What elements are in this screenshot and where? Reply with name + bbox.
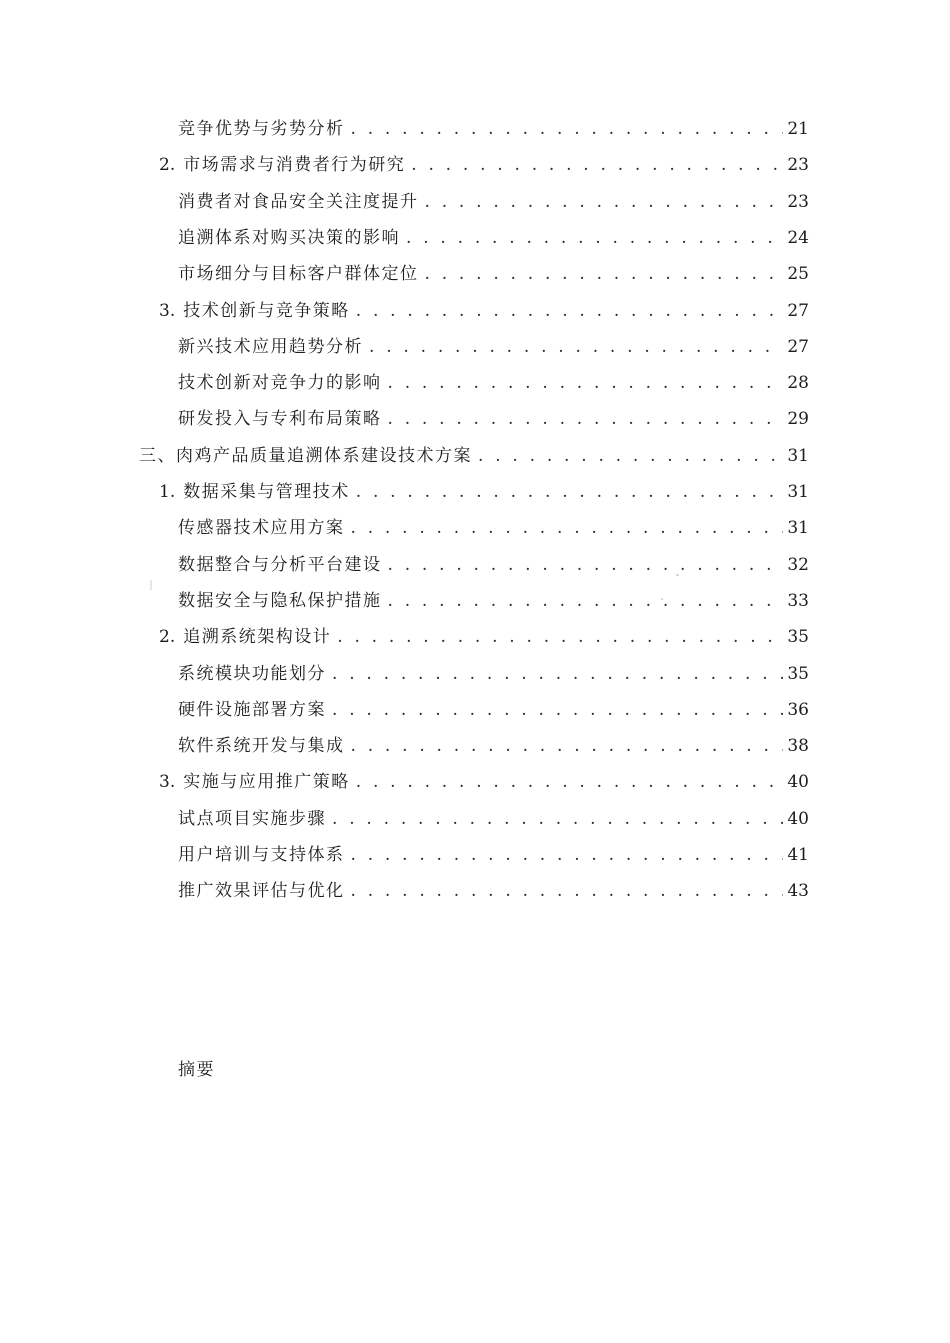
toc-entry[interactable] xyxy=(178,328,809,358)
toc-dot-leader xyxy=(337,626,783,648)
toc-entry-title: 消费者对食品安全关注度提升 xyxy=(178,191,419,212)
toc-entry[interactable] xyxy=(178,110,809,140)
toc-page-number: 28 xyxy=(787,373,809,394)
toc-dot-leader xyxy=(369,336,783,358)
toc-entry-label xyxy=(178,118,351,140)
toc-entry-label xyxy=(159,154,411,176)
toc-entry[interactable] xyxy=(159,763,809,793)
toc-entry-title: 市场细分与目标客户群体定位 xyxy=(178,264,419,285)
toc-entry[interactable] xyxy=(178,836,809,866)
toc-page-number: 31 xyxy=(787,482,809,502)
toc-entry[interactable] xyxy=(178,727,809,757)
toc-entry-number: 2. xyxy=(159,155,176,176)
toc-dot-leader xyxy=(425,191,784,213)
toc-entry-title: 硬件设施部署方案 xyxy=(178,699,326,720)
toc-entry[interactable] xyxy=(159,146,809,176)
toc-entry-label xyxy=(178,227,406,249)
toc-entry[interactable] xyxy=(178,655,809,685)
toc-entry-label xyxy=(159,626,337,648)
toc-entry-label xyxy=(178,590,388,612)
toc-entry[interactable] xyxy=(178,255,809,285)
toc-entry-label xyxy=(178,372,388,394)
toc-entry-label xyxy=(178,735,351,757)
toc-dot-leader xyxy=(351,880,784,902)
toc-entry[interactable] xyxy=(178,800,809,830)
toc-entry[interactable] xyxy=(178,219,809,249)
toc-entry[interactable] xyxy=(159,618,809,648)
toc-entry-title: 追溯系统架构设计 xyxy=(183,627,332,648)
toc-entry-label xyxy=(178,808,332,830)
toc-page-number: 40 xyxy=(787,808,809,829)
toc-entry-title: 传感器技术应用方案 xyxy=(178,518,345,539)
toc-entry-title: 数据整合与分析平台建设 xyxy=(178,554,382,575)
toc-page-number: 41 xyxy=(787,845,809,865)
toc-page-number: 33 xyxy=(787,590,809,611)
toc-dot-leader xyxy=(425,263,784,285)
toc-entry-label xyxy=(159,771,356,793)
toc-page-number: 23 xyxy=(787,155,809,176)
toc-dot-leader xyxy=(332,808,783,830)
toc-page-number: 31 xyxy=(787,518,809,539)
toc-page-number: 36 xyxy=(787,699,809,720)
toc-dot-leader xyxy=(332,663,783,685)
toc-entry[interactable] xyxy=(178,364,809,394)
toc-page-number: 27 xyxy=(787,336,809,357)
toc-entry-title: 软件系统开发与集成 xyxy=(178,736,345,757)
toc-entry[interactable] xyxy=(159,473,809,503)
toc-entry-label xyxy=(178,263,425,285)
toc-page-number: 27 xyxy=(787,300,809,321)
toc-entry-label xyxy=(178,880,351,902)
toc-entry[interactable] xyxy=(178,509,809,539)
toc-entry-label xyxy=(178,191,425,213)
toc-page-number: 32 xyxy=(787,554,809,575)
toc-dot-leader xyxy=(388,590,784,612)
toc-entry-label xyxy=(178,408,388,430)
toc-entry-title: 数据采集与管理技术 xyxy=(183,482,350,502)
toc-entry-title: 三、肉鸡产品质量追溯体系建设技术方案 xyxy=(139,445,472,466)
toc-entry-title: 技术创新对竞争力的影响 xyxy=(178,373,382,394)
toc-entry-title: 系统模块功能划分 xyxy=(178,663,326,684)
toc-dot-leader xyxy=(478,445,783,467)
toc-entry-title: 实施与应用推广策略 xyxy=(183,772,350,793)
toc-entry-label xyxy=(178,336,369,358)
scan-speck xyxy=(661,598,663,600)
toc-entry-number: 2. xyxy=(159,627,176,648)
toc-entry-number: 3. xyxy=(159,772,176,793)
toc-dot-leader xyxy=(351,517,784,539)
toc-dot-leader xyxy=(351,118,784,140)
toc-entry-title: 技术创新与竞争策略 xyxy=(183,300,350,321)
toc-entry[interactable] xyxy=(178,582,809,612)
toc-entry[interactable] xyxy=(139,437,809,467)
toc-entry[interactable] xyxy=(178,400,809,430)
toc-entry-title: 新兴技术应用趋势分析 xyxy=(178,336,363,357)
toc-entry[interactable] xyxy=(178,183,809,213)
toc-entry-label xyxy=(178,699,332,721)
toc-page-number: 40 xyxy=(787,772,809,793)
toc-dot-leader xyxy=(388,372,784,394)
toc-dot-leader xyxy=(351,735,784,757)
toc-entry-title: 推广效果评估与优化 xyxy=(178,881,345,902)
toc-entry[interactable] xyxy=(159,292,809,322)
toc-page-number: 43 xyxy=(787,881,809,902)
toc-page-number: 25 xyxy=(787,264,809,285)
toc-entry-title: 用户培训与支持体系 xyxy=(178,845,345,865)
toc-entry-label xyxy=(178,844,351,866)
toc-dot-leader xyxy=(388,408,784,430)
scan-speck xyxy=(676,574,679,576)
toc-entry-label xyxy=(178,554,388,576)
toc-entry-title: 试点项目实施步骤 xyxy=(178,808,326,829)
toc-page-number: 38 xyxy=(787,736,809,757)
toc-entry[interactable] xyxy=(178,872,809,902)
toc-page-number: 24 xyxy=(787,227,809,248)
toc-entry-title: 追溯体系对购买决策的影响 xyxy=(178,227,400,248)
toc-page-number: 31 xyxy=(787,445,809,466)
toc-dot-leader xyxy=(356,771,784,793)
toc-entry-label xyxy=(159,481,356,503)
toc-dot-leader xyxy=(332,699,783,721)
toc-dot-leader xyxy=(356,300,784,322)
toc-entry-number: 3. xyxy=(159,300,176,321)
toc-page-number: 21 xyxy=(787,119,809,139)
toc-dot-leader xyxy=(351,844,784,866)
toc-entry[interactable] xyxy=(178,691,809,721)
toc-entry-title: 数据安全与隐私保护措施 xyxy=(178,590,382,611)
toc-dot-leader xyxy=(356,481,784,503)
toc-dot-leader xyxy=(388,554,784,576)
toc-entry-title: 市场需求与消费者行为研究 xyxy=(183,155,406,176)
toc-entry-title: 竞争优势与劣势分析 xyxy=(178,119,345,139)
toc-entry-label xyxy=(139,445,478,467)
toc-entry[interactable] xyxy=(178,546,809,576)
toc-entry-label xyxy=(178,517,351,539)
abstract-heading: 摘要 xyxy=(178,1060,215,1080)
toc-entry-label xyxy=(159,300,356,322)
toc-page-number: 29 xyxy=(787,409,809,430)
scan-speck xyxy=(150,580,152,590)
toc-page-number: 35 xyxy=(787,627,809,648)
toc-entry-title: 研发投入与专利布局策略 xyxy=(178,409,382,430)
toc-dot-leader xyxy=(411,154,783,176)
toc-page-number: 35 xyxy=(787,663,809,684)
toc-dot-leader xyxy=(406,227,783,249)
toc-page-number: 23 xyxy=(787,191,809,212)
toc-entry-number: 1. xyxy=(159,482,176,502)
toc-entry-label xyxy=(178,663,332,685)
